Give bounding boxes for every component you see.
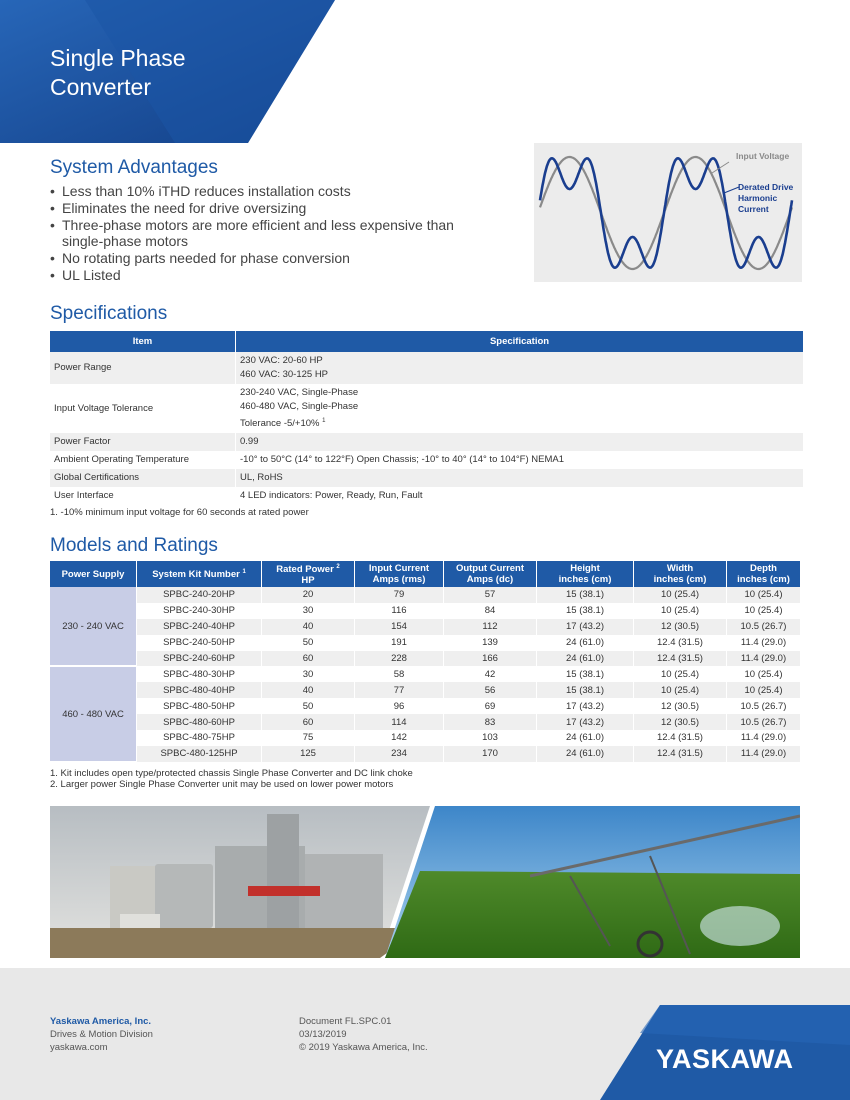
table-cell: 84 [444,603,537,619]
list-item: • No rotating parts needed for phase conversion [50,250,480,267]
table-cell: 96 [355,698,444,714]
table-row [50,603,800,619]
col-rated-power: Rated Power $^2$ HP [262,561,355,587]
waveform-diagram [534,143,802,282]
footer-document-block [299,1015,428,1054]
table-cell: 10 (25.4) [634,682,727,698]
col-kit-number: System Kit Number $^1$ [137,561,262,587]
table-cell: 10 (25.4) [727,587,801,603]
grain-silo-photo [50,806,430,958]
table-cell: 79 [355,587,444,603]
table-cell: 12.4 (31.5) [634,651,727,667]
table-cell: 20 [262,587,355,603]
table-cell: 10 (25.4) [727,682,801,698]
table-cell: 10.5 (26.7) [727,698,801,714]
table-cell: 228 [355,651,444,667]
table-cell: 10.5 (26.7) [727,714,801,730]
table-cell: 10 (25.4) [727,666,801,682]
harmonic-label-2: Harmonic [738,193,778,203]
models-table [50,561,800,763]
table-cell: 15 (38.1) [537,682,634,698]
footer-company-block [50,1015,153,1054]
table-row [50,730,800,746]
footer-copyright: © 2019 Yaskawa America, Inc. [299,1042,428,1053]
table-cell: 24 (61.0) [537,651,634,667]
table-cell: SPBC-240-20HP [137,587,262,603]
table-row [50,651,800,667]
table-cell: SPBC-480-125HP [137,746,262,762]
table-cell: 40 [262,682,355,698]
table-cell: 77 [355,682,444,698]
table-cell: 142 [355,730,444,746]
table-row: Input Voltage Tolerance 230-240 VAC, Single-Phase 460-480 VAC, Single-Phase Tolerance -5/+10% $^1$ [50,384,803,433]
table-cell: 10 (25.4) [634,603,727,619]
irrigation-photo [385,806,800,958]
yaskawa-logo: YASKAWA [656,1044,794,1074]
models-heading: Models and Ratings [50,535,218,556]
table-cell: 11.4 (29.0) [727,730,801,746]
harmonic-label-3: Current [738,204,769,214]
table-row: Power Range 230 VAC: 20-60 HP 460 VAC: 30-125 HP [50,352,803,384]
footer-company: Yaskawa America, Inc. [50,1016,152,1027]
table-cell: 10 (25.4) [634,587,727,603]
table-cell: 58 [355,666,444,682]
col-power-supply: Power Supply [50,561,137,587]
specifications-heading: Specifications [50,303,168,324]
table-row [50,587,800,603]
table-row [50,746,800,762]
power-supply-cell: 230 - 240 VAC [50,587,137,666]
table-cell: 191 [355,635,444,651]
table-cell: 30 [262,603,355,619]
table-cell: 50 [262,698,355,714]
table-cell: SPBC-240-40HP [137,619,262,635]
spec-col-spec: Specification [236,331,804,352]
list-item: • Eliminates the need for drive oversizing [50,200,480,217]
table-cell: 17 (43.2) [537,619,634,635]
table-cell: 10 (25.4) [634,666,727,682]
advantages-heading: System Advantages [50,157,218,178]
table-cell: 10 (25.4) [727,603,801,619]
footer-document: Document FL.SPC.01 [299,1016,392,1027]
table-cell: SPBC-240-50HP [137,635,262,651]
table-cell: SPBC-240-60HP [137,651,262,667]
table-cell: 30 [262,666,355,682]
footer-division: Drives & Motion Division [50,1029,153,1040]
models-footnotes [50,768,413,790]
table-cell: 154 [355,619,444,635]
col-output-current: Output Current Amps (dc) [444,561,537,587]
advantages-list [50,183,480,284]
table-cell: 12.4 (31.5) [634,635,727,651]
table-cell: 83 [444,714,537,730]
power-supply-cell: 460 - 480 VAC [50,666,137,761]
table-cell: SPBC-240-30HP [137,603,262,619]
table-cell: 42 [444,666,537,682]
input-voltage-label: Input Voltage [736,151,790,161]
table-cell: 17 (43.2) [537,698,634,714]
table-cell: SPBC-480-40HP [137,682,262,698]
table-row [50,698,800,714]
table-cell: 40 [262,619,355,635]
table-cell: 166 [444,651,537,667]
table-cell: 15 (38.1) [537,666,634,682]
specifications-table [50,331,803,505]
list-item: • UL Listed [50,267,480,284]
table-cell: 60 [262,651,355,667]
list-item: • Less than 10% iTHD reduces installation costs [50,183,480,200]
spec-footnote: 1. -10% minimum input voltage for 60 seconds at rated power [50,507,309,518]
table-cell: SPBC-480-75HP [137,730,262,746]
table-cell: 56 [444,682,537,698]
footer-website[interactable]: yaskawa.com [50,1042,108,1053]
models-footnote-2: 2. Larger power Single Phase Converter unit may be used on lower power motors [50,779,394,790]
footer-date: 03/13/2019 [299,1029,347,1040]
table-cell: 24 (61.0) [537,746,634,762]
header-banner [0,0,335,143]
table-cell: 24 (61.0) [537,635,634,651]
table-cell: 24 (61.0) [537,730,634,746]
page-title: Single Phase Converter [50,45,186,100]
table-cell: 139 [444,635,537,651]
col-height: Height inches (cm) [537,561,634,587]
table-row: Power Factor 0.99 [50,433,803,451]
table-cell: 125 [262,746,355,762]
table-cell: 12.4 (31.5) [634,746,727,762]
col-depth: Depth inches (cm) [727,561,801,587]
table-cell: SPBC-480-60HP [137,714,262,730]
table-cell: 60 [262,714,355,730]
spec-col-item: Item [50,331,236,352]
table-cell: 112 [444,619,537,635]
table-cell: 12 (30.5) [634,714,727,730]
table-cell: 11.4 (29.0) [727,651,801,667]
table-cell: 12.4 (31.5) [634,730,727,746]
table-cell: 15 (38.1) [537,603,634,619]
table-cell: 114 [355,714,444,730]
table-cell: 69 [444,698,537,714]
table-cell: 116 [355,603,444,619]
table-cell: 12 (30.5) [634,619,727,635]
table-row: Ambient Operating Temperature -10° to 50°C (14° to 122°F) Open Chassis; -10° to 40° (14° to 104°F) NEMA1 [50,451,803,469]
table-cell: 12 (30.5) [634,698,727,714]
table-cell: 170 [444,746,537,762]
table-row [50,619,800,635]
list-item: • Three-phase motors are more efficient and less expensive than single-phase motors [50,217,480,251]
table-cell: SPBC-480-50HP [137,698,262,714]
table-cell: 11.4 (29.0) [727,635,801,651]
table-cell: 10.5 (26.7) [727,619,801,635]
table-cell: 103 [444,730,537,746]
table-row [50,635,800,651]
models-footnote-1: 1. Kit includes open type/protected chassis Single Phase Converter and DC link choke [50,768,413,779]
table-cell: 15 (38.1) [537,587,634,603]
table-row: User Interface 4 LED indicators: Power, Ready, Run, Fault [50,487,803,505]
col-width: Width inches (cm) [634,561,727,587]
photo-strip [50,806,800,958]
table-cell: 75 [262,730,355,746]
table-cell: 11.4 (29.0) [727,746,801,762]
harmonic-label-1: Derated Drive [738,182,794,192]
table-cell: SPBC-480-30HP [137,666,262,682]
current-pointer [724,187,739,193]
table-row [50,682,800,698]
table-cell: 17 (43.2) [537,714,634,730]
table-cell: 234 [355,746,444,762]
table-cell: 57 [444,587,537,603]
table-row [50,714,800,730]
table-row [50,666,800,682]
table-cell: 50 [262,635,355,651]
col-input-current: Input Current Amps (rms) [355,561,444,587]
table-row: Global Certifications UL, RoHS [50,469,803,487]
